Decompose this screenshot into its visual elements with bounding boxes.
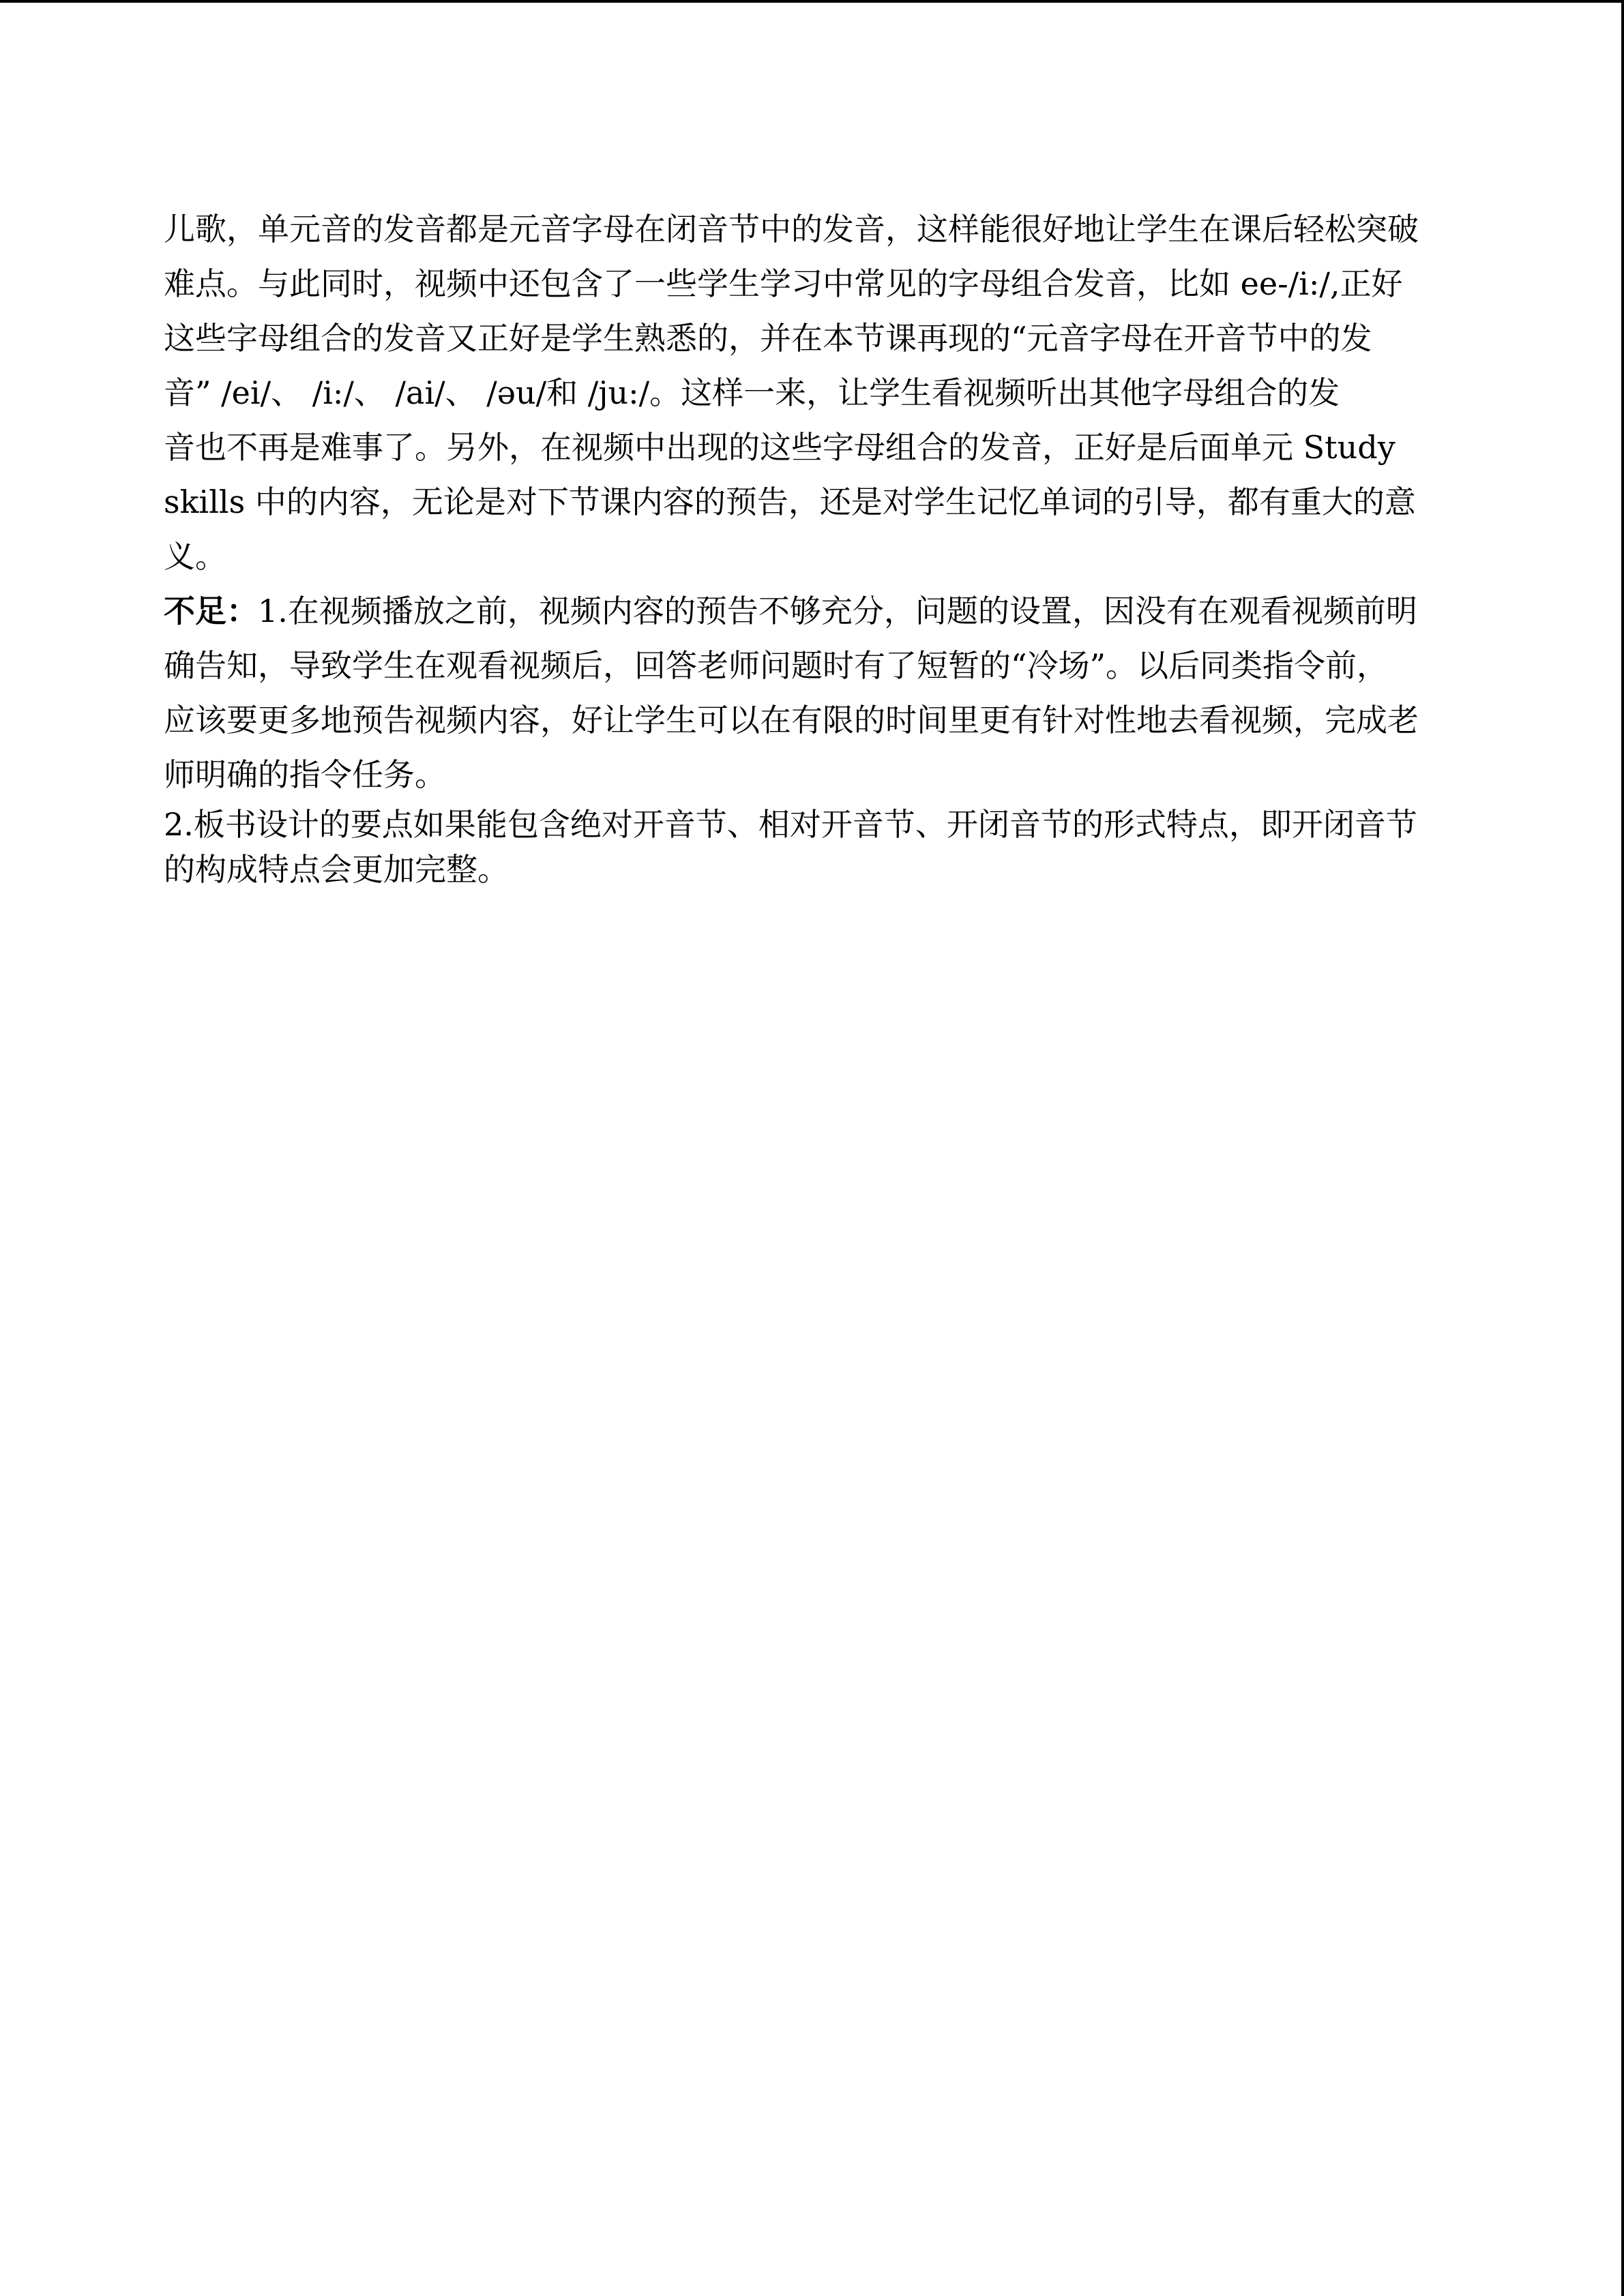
text-line: 音也不再是难事了。另外，在视频中出现的这些字母组合的发音，正好是后面单元 Study <box>164 429 1396 466</box>
shortcoming-item-2-line: 2.板书设计的要点如果能包含绝对开音节、相对开音节、开闭音节的形式特点，即开闭音节 <box>164 806 1417 843</box>
text-line: 音” /ei/、 /i:/、 /ai/、 /əu/和 /ju:/。这样一来，让学生看视频听出其他字母组合的发 <box>164 374 1340 411</box>
text-line: 应该要更多地预告视频内容，好让学生可以在有限的时间里更有针对性地去看视频，完成老 <box>164 702 1419 739</box>
text-line: 难点。与此同时，视频中还包含了一些学生学习中常见的字母组合发音，比如 ee-/i:/,正好 <box>164 265 1403 302</box>
text-line: 这些字母组合的发音又正好是学生熟悉的，并在本节课再现的“元音字母在开音节中的发 <box>164 320 1372 357</box>
text-line: 师明确的指令任务。 <box>164 756 446 793</box>
shortcoming-item-1-line <box>164 584 1487 638</box>
text-line: 儿歌，单元音的发音都是元音字母在闭音节中的发音，这样能很好地让学生在课后轻松突破 <box>164 211 1419 248</box>
shortcoming-item-1-text: 1.在视频播放之前，视频内容的预告不够充分，问题的设置，因没有在观看视频前明 <box>258 593 1417 629</box>
shortcomings-section <box>164 584 1487 892</box>
shortcomings-label: 不足： <box>164 593 258 629</box>
paragraph-reflection <box>164 202 1487 584</box>
text-line: 确告知，导致学生在观看视频后，回答老师问题时有了短暂的“冷场”。以后同类指令前， <box>164 647 1389 684</box>
document-body <box>164 202 1487 892</box>
text-line: skills 中的内容，无论是对下节课内容的预告，还是对学生记忆单词的引导，都有重大的意 <box>164 483 1416 520</box>
text-line: 的构成特点会更加完整。 <box>164 851 509 888</box>
text-line: 义。 <box>164 538 226 575</box>
